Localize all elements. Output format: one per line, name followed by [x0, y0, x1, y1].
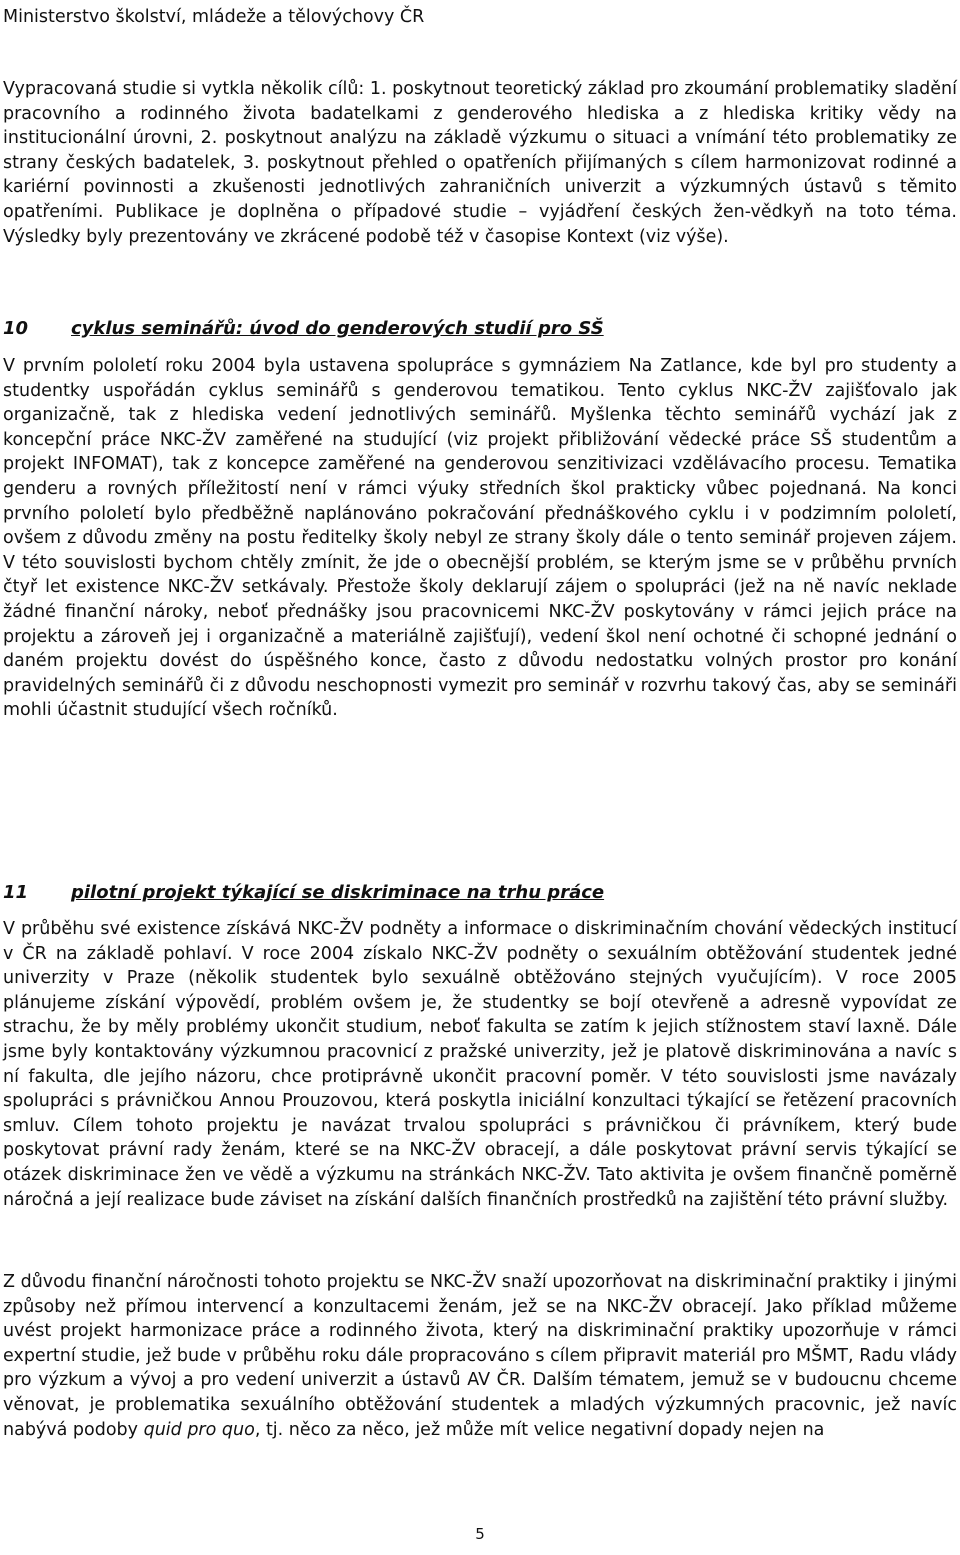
page-number: 5 [475, 1525, 485, 1543]
section-11-paragraph-2 [3, 1270, 957, 1442]
section-10-number: 10 [3, 318, 29, 339]
section-11-paragraph-2-text: Z důvodu finanční náročnosti tohoto projektu se NKC-ŽV snaží upozorňovat na diskriminační praktiky i jinými způsoby než přímou intervencí a konzultacemi ženám, jež se na NKC-ŽV obracejí. Jako příklad můžeme uvést projekt harmonizace práce a rodinného života, který na diskriminační praktiky upozorňuje v rámci expertní studie, jež bude v průběhu roku dále propracováno s cílem připravit materiál pro MŠMT, Radu vlády pro výzkum a vývoj a pro vedení univerzit a ústavů AV ČR. Dalším tématem, jemuž se v budoucnu chceme věnovat, je problematika sexuálního obtěžování studentek a mladých výzkumných pracovnic, jež navíc nabývá podoby [3, 1272, 957, 1440]
section-11-paragraph-2-tail: , tj. něco za něco, jež může mít velice negativní dopady nejen na [254, 1419, 825, 1440]
section-11-paragraph-2-italic: quid pro quo [143, 1419, 255, 1440]
section-11-paragraph-1: V průběhu své existence získává NKC-ŽV podněty a informace o diskriminačním chování vědeckých institucí v ČR na základě pohlaví. V roce 2004 získalo NKC-ŽV podněty o sexuálním obtěžování studentek jedné univerzity v Praze (několik studentek bylo sexuálně obtěžováno stejných vyučujícím). V roce 2005 plánujeme získání výpovědí, problém ovšem je, že studentky se bojí otevřeně a adresně vypovídat ze strachu, že by měly problémy ukončit studium, neboť fakulta se zatím k jejich stížnostem staví laxně. Dále jsme byly kontaktovány výzkumnou pracovnicí z pražské univerzity, jež je platově diskriminována a navíc s ní fakulta, dle jejího názoru, chce protiprávně ukončit pracovní poměr. V této souvislosti jsme navázaly spolupráci s právničkou Annou Prouzovou, která poskytla iniciální konzultaci týkající se řetězení pracovních smluv. Cílem tohoto projektu je navázat trvalou spolupráci s právničkou či právníkem, který bude poskytovat právní rady ženám, které se na NKC-ŽV obracejí, a dále poskytovat právní servis týkající se otázek diskriminace žen ve vědě a výzkumu na stránkách NKC-ŽV. Tato aktivita je ovšem finančně poměrně náročná a její realizace bude záviset na získání dalších finančních prostředků na zajištění této právní služby. [3, 919, 957, 1210]
section-11-title: pilotní projekt týkající se diskriminace na trhu práce [71, 882, 605, 903]
section-10-title: cyklus seminářů: úvod do genderových studií pro SŠ [71, 318, 604, 339]
section-11-heading [3, 881, 604, 905]
section-11-number: 11 [3, 882, 29, 903]
intro-paragraph: Vypracovaná studie si vytkla několik cílů: 1. poskytnout teoretický základ pro zkoumání problematiky sladění pracovního a rodinného života badatelkami z genderového hlediska a z hlediska kritiky vědy na institucionální úrovni, 2. poskytnout analýzu na základě výzkumu o situaci a vnímání této problematiky ze strany českých badatelek, 3. poskytnout přehled o opatřeních přijímaných s cílem harmonizovat rodinné a kariérní povinnosti a zkušenosti jednotlivých zahraničních univerzit a výzkumných ústavů s těmito opatřeními. Publikace je doplněna o případové studie – vyjádření českých žen-vědkyň na toto téma. Výsledky byly prezentovány ve zkrácené podobě též v časopise Kontext (viz výše). [3, 79, 957, 247]
section-10-heading [3, 317, 604, 341]
running-header: Ministerstvo školství, mládeže a tělovýchovy ČR [3, 7, 425, 27]
section-10-paragraph: V prvním pololetí roku 2004 byla ustavena spolupráce s gymnáziem Na Zatlance, kde byl pro studenty a studentky uspořádán cyklus seminářů s genderovou tematikou. Tento cyklus NKC-ŽV zajišťovalo jak organizačně, tak z hlediska vedení jednotlivých seminářů. Myšlenka těchto seminářů vychází jak z koncepční práce NKC-ŽV zaměřené na studující (viz projekt přibližování vědecké práce SŠ studentům a projekt INFOMAT), tak z koncepce zaměřené na genderovou senzitivizaci vzdělávacího procesu. Tematika genderu a rovných příležitostí není v rámci výuky středních škol prakticky vůbec pojednaná. Na konci prvního pololetí bylo předběžně naplánováno pokračování přednáškového cyklu i v podzimním pololetí, ovšem z důvodu změny na postu ředitelky školy nebyl ze strany školy dále o tento seminář projeven zájem. V této souvislosti bychom chtěly zmínit, že jde o obecnější problém, se kterým jsme se v průběhu prvních čtyř let existence NKC-ŽV setkávaly. Přestože školy deklarují zájem o spolupráci (jež na ně navíc neklade žádné finanční nároky, neboť přednášky jsou pracovnicemi NKC-ŽV poskytovány v rámci jejich práce na projektu a zároveň jej i organizačně a materiálně zajišťují), vedení škol není ochotné či schopné jednání o daném projektu dovést do úspěšného konce, často z důvodu nedostatku volných prostor pro konání pravidelných seminářů či z důvodu neschopnosti vymezit pro seminář v rozvrhu takový čas, aby se semináři mohli účastnit studující všech ročníků. [3, 356, 957, 721]
